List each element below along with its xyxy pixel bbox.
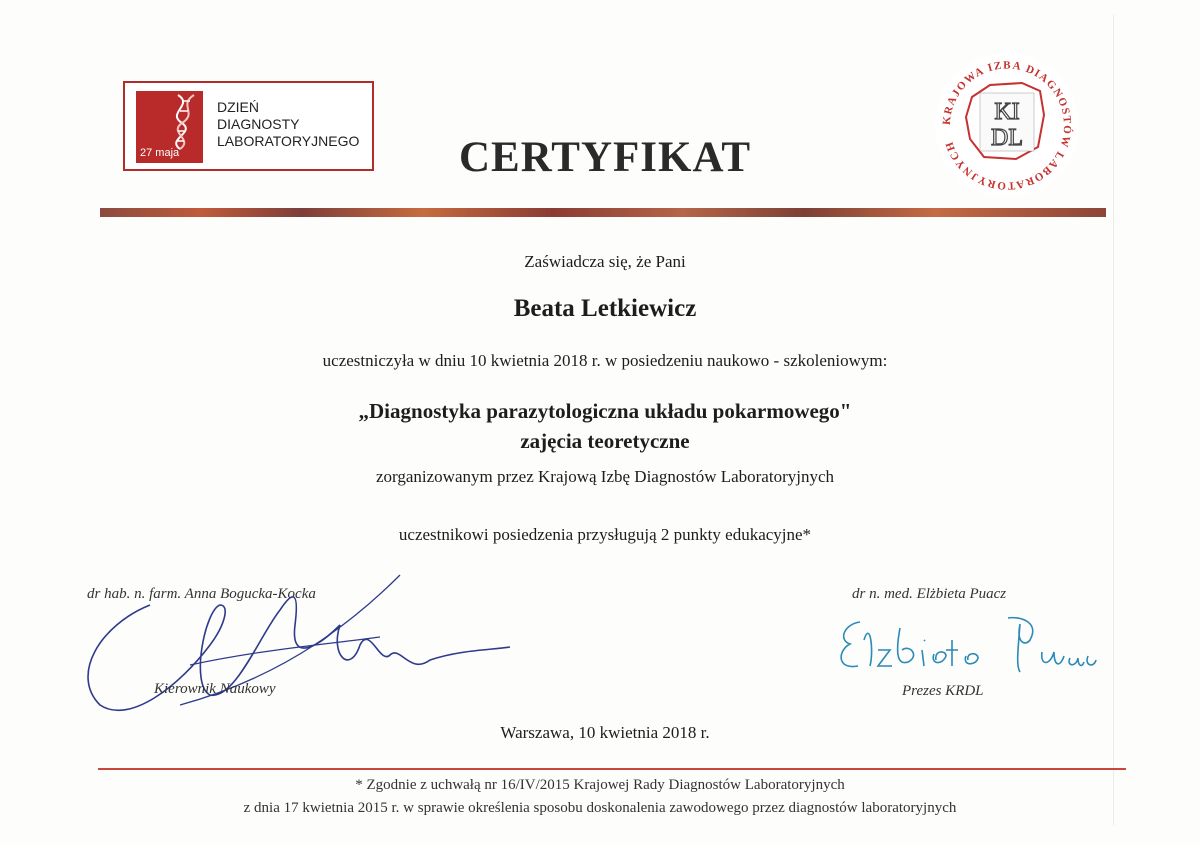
svg-text:DL: DL <box>991 125 1023 151</box>
logo-line-1: DZIEŃ <box>217 99 259 115</box>
certificate-title: CERTYFIKAT <box>459 134 751 181</box>
left-signatory-role: Kierownik Naukowy <box>154 681 276 697</box>
right-signatory-role: Prezes KRDL <box>902 683 984 699</box>
logo-date: 27 maja <box>140 147 180 159</box>
left-signature <box>60 565 530 730</box>
footer-divider <box>98 768 1126 770</box>
recipient-name: Beata Letkiewicz <box>513 295 697 322</box>
footnote-line-1: * Zgodnie z uchwałą nr 16/IV/2015 Krajowej Rady Diagnostów Laboratoryjnych <box>355 777 845 793</box>
logo-mark <box>136 91 203 163</box>
logo-line-3: LABORATORYJNEGO <box>217 133 360 149</box>
header-divider <box>100 208 1106 217</box>
participation-text: uczestniczyła w dniu 10 kwietnia 2018 r. w posiedzeniu naukowo - szkoleniowym: <box>322 351 888 370</box>
logo-line-2: DIAGNOSTY <box>217 116 300 132</box>
place-date: Warszawa, 10 kwietnia 2018 r. <box>500 723 710 742</box>
intro-text: Zaświadcza się, że Pani <box>524 252 686 271</box>
svg-text:KRAJOWA IZBA DIAGNOSTÓW LABORA: KRAJOWA IZBA DIAGNOSTÓW LABORATORYJNYCH <box>940 59 1074 192</box>
svg-text:KI: KI <box>994 99 1020 125</box>
logo-text <box>217 99 359 150</box>
session-topic: „Diagnostyka parazytologiczna układu pokarmowego" <box>358 399 852 423</box>
left-signatory-name: dr hab. n. farm. Anna Bogucka-Kocka <box>87 586 316 602</box>
right-signatory-name: dr n. med. Elżbieta Puacz <box>852 586 1007 602</box>
points-text: uczestnikowi posiedzenia przysługują 2 punkty edukacyjne* <box>398 525 812 544</box>
footnote-line-2: z dnia 17 kwietnia 2015 r. w sprawie określenia sposobu doskonalenia zawodowego przez diagnostów laboratoryjnych <box>243 800 957 816</box>
kidl-seal <box>920 45 1095 205</box>
organizer-text: zorganizowanym przez Krajową Izbę Diagnostów Laboratoryjnych <box>375 467 835 486</box>
page-edge <box>1113 15 1114 825</box>
event-logo <box>123 81 374 171</box>
right-signature <box>830 610 1105 682</box>
session-type: zajęcia teoretyczne <box>520 429 690 453</box>
